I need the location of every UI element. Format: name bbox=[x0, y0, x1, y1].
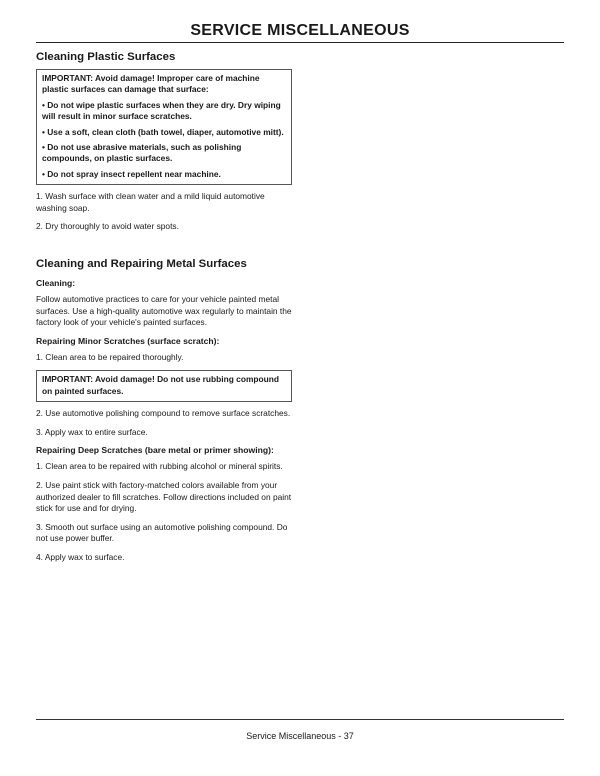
content-column bbox=[36, 51, 292, 571]
plastic-important-item: • Use a soft, clean cloth (bath towel, diaper, automotive mitt). bbox=[42, 126, 284, 137]
minor-step: 1. Clean area to be repaired thoroughly. bbox=[36, 351, 184, 362]
plastic-important-item: • Do not spray insect repellent near machine. bbox=[42, 168, 221, 179]
plastic-step: 2. Dry thoroughly to avoid water spots. bbox=[36, 221, 179, 232]
deep-step: 2. Use paint stick with factory-matched colors available from your authorized dealer to fill scratches. Follow directions included on paint stick for use and for drying. bbox=[36, 480, 292, 514]
minor-step: 2. Use automotive polishing compound to remove surface scratches. bbox=[36, 408, 291, 419]
deep-step: 1. Clean area to be repaired with rubbing alcohol or mineral spirits. bbox=[36, 461, 283, 472]
minor-scratches-subheading: Repairing Minor Scratches (surface scratch): bbox=[36, 335, 220, 346]
metal-important-box bbox=[36, 370, 292, 402]
cleaning-subheading: Cleaning: bbox=[36, 278, 76, 289]
plastic-important-intro: IMPORTANT: Avoid damage! Improper care of machine plastic surfaces can damage that surface: bbox=[42, 73, 260, 95]
deep-step: 4. Apply wax to surface. bbox=[36, 551, 125, 562]
plastic-important-box bbox=[36, 69, 292, 185]
metal-important-text: IMPORTANT: Avoid damage! Do not use rubbing compound on painted surfaces. bbox=[42, 374, 279, 396]
cleaning-paragraph: Follow automotive practices to care for your vehicle painted metal surfaces. Use a high-quality automotive wax regularly to maintain the factory look of your vehicle's painted surfaces. bbox=[36, 294, 292, 328]
plastic-step: 1. Wash surface with clean water and a mild liquid automotive washing soap. bbox=[36, 191, 265, 213]
footer-divider bbox=[36, 719, 564, 720]
minor-step: 3. Apply wax to entire surface. bbox=[36, 426, 148, 437]
plastic-important-item: • Do not wipe plastic surfaces when they are dry. Dry wiping will result in minor surface scratches. bbox=[42, 99, 281, 122]
metal-heading: Cleaning and Repairing Metal Surfaces bbox=[36, 258, 247, 271]
page-title: SERVICE MISCELLANEOUS bbox=[190, 22, 410, 39]
deep-step: 3. Smooth out surface using an automotive polishing compound. Do not use power buffer. bbox=[36, 521, 288, 544]
deep-scratches-subheading: Repairing Deep Scratches (bare metal or primer showing): bbox=[36, 445, 274, 456]
plastic-heading: Cleaning Plastic Surfaces bbox=[36, 51, 176, 63]
plastic-important-item: • Do not use abrasive materials, such as polishing compounds, on plastic surfaces. bbox=[42, 142, 242, 164]
title-divider bbox=[36, 42, 564, 43]
page-footer: Service Miscellaneous - 37 bbox=[246, 731, 354, 741]
